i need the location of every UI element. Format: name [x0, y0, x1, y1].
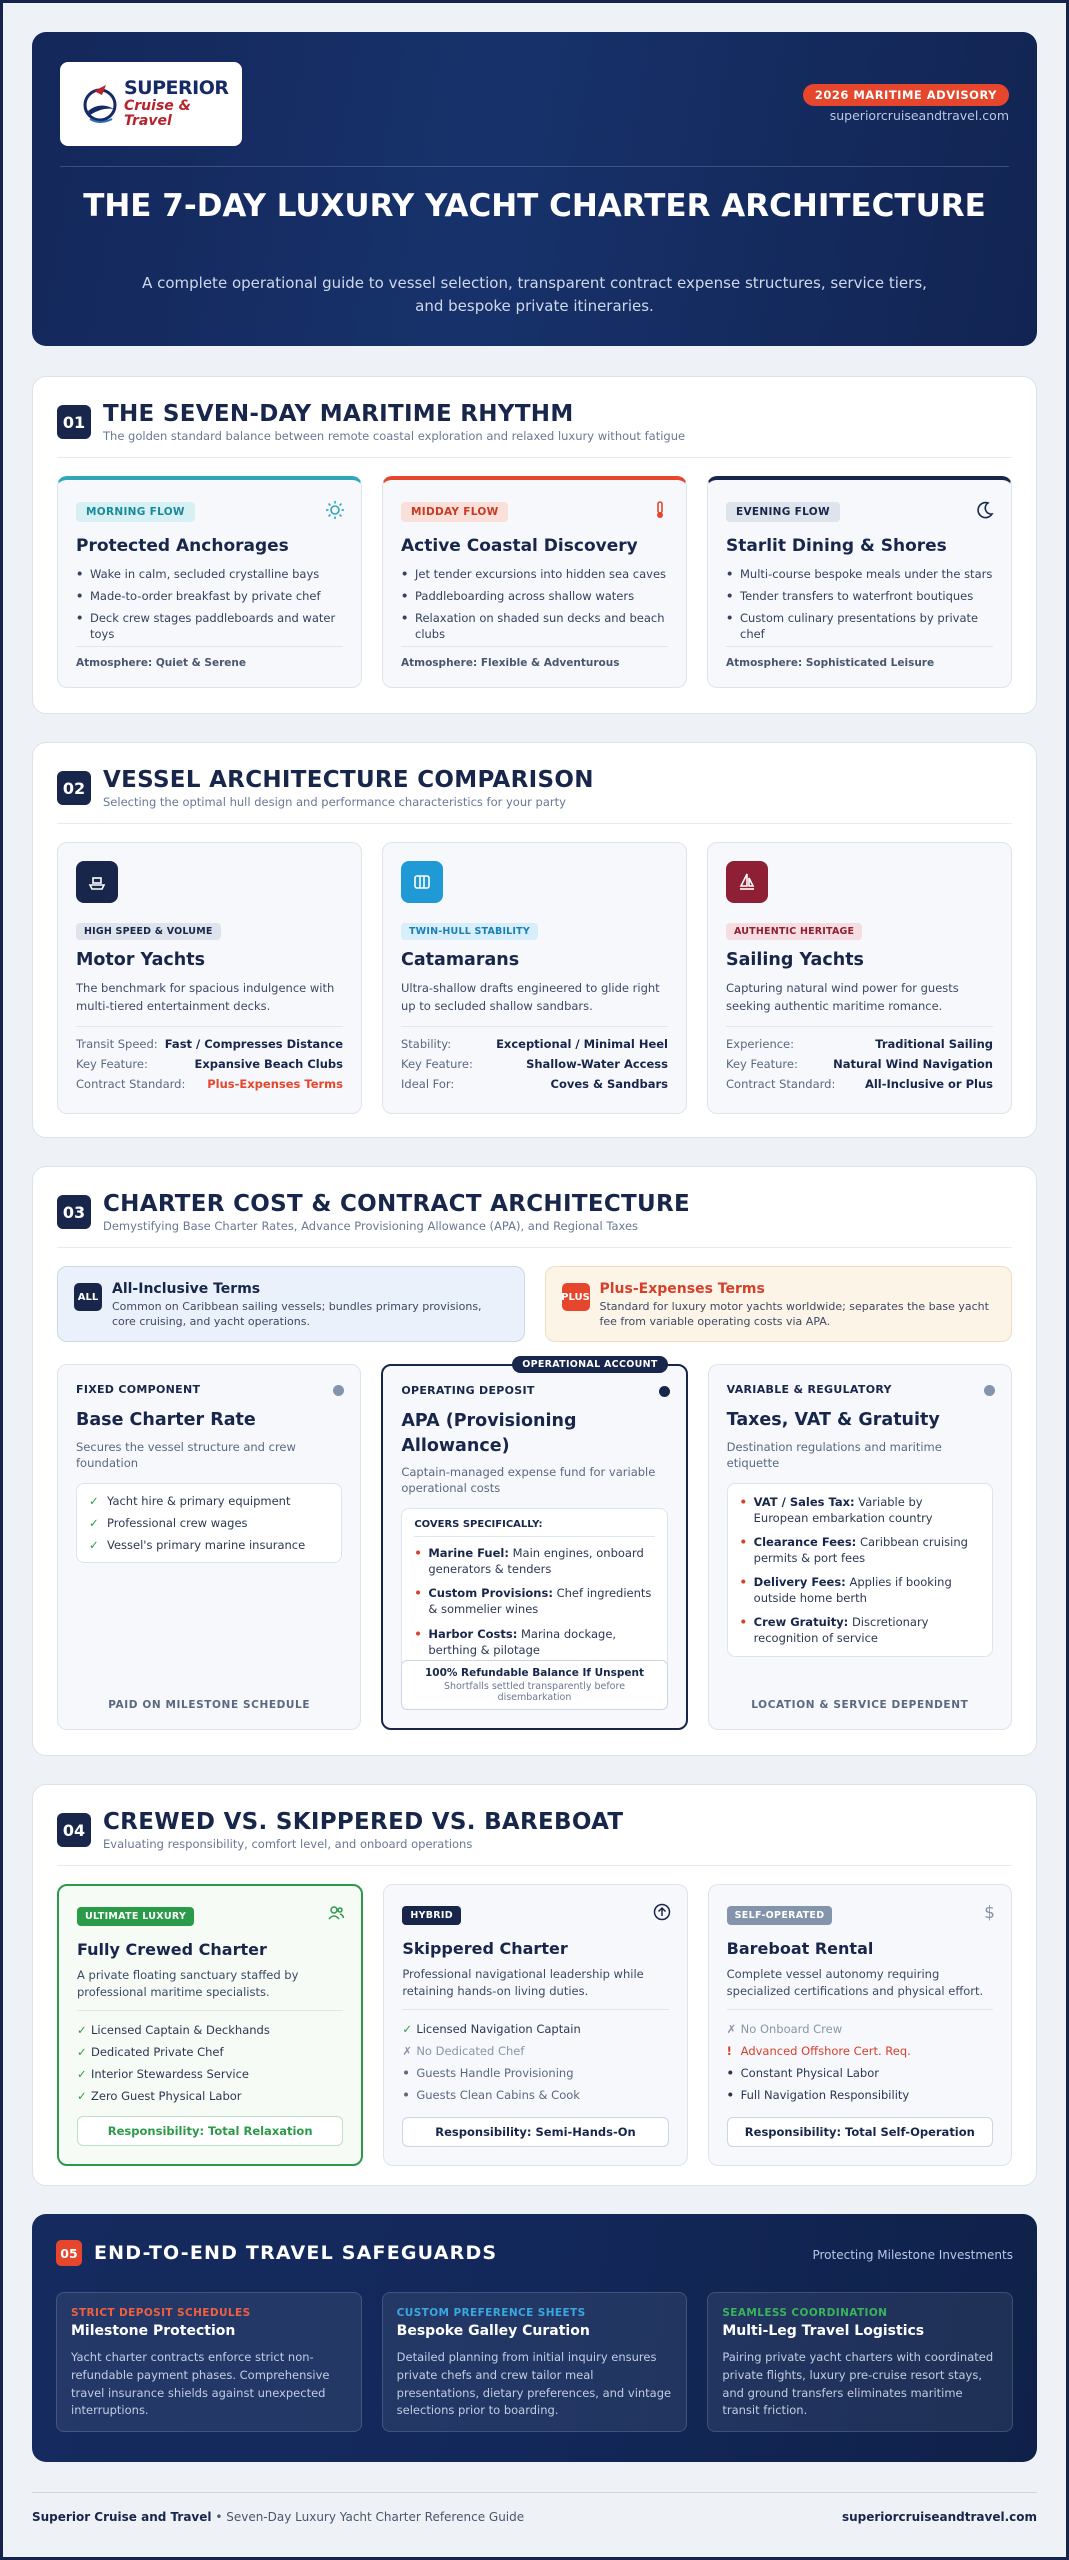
spec-value: Expansive Beach Clubs — [194, 1057, 343, 1071]
crew-item: Guests Clean Cabins & Cook — [416, 2088, 580, 2102]
catamaran-icon — [401, 861, 443, 903]
spec-key: Ideal For: — [401, 1077, 455, 1091]
tax-value: Caribbean cruising permits & port fees — [753, 1534, 968, 1565]
flow-card-midday — [382, 476, 687, 688]
safeguard-card-logistics — [707, 2292, 1013, 2432]
cover-key: Custom Provisions: — [428, 1586, 553, 1601]
flow-atmosphere: Atmosphere: Quiet & Serene — [76, 646, 343, 669]
arrow-up-circle-icon — [653, 1903, 671, 1925]
term-desc: Common on Caribbean sailing vessels; bundles primary provisions, core cruising, and yacht operations. — [112, 1300, 482, 1329]
status-dot — [333, 1385, 344, 1396]
term-badge: ALL — [74, 1283, 102, 1311]
check-icon: ✓ — [77, 2023, 87, 2037]
flow-title: Starlit Dining & Shores — [726, 536, 947, 556]
section-subtitle: The golden standard balance between remote coastal exploration and relaxed luxury without fatigue — [103, 429, 686, 443]
tax-value: Applies if booking outside home berth — [753, 1575, 952, 1606]
safeguard-label: SEAMLESS COORDINATION — [722, 2307, 888, 2319]
refund-note — [401, 1660, 667, 1710]
section-travel-safeguards — [32, 2214, 1037, 2462]
safeguard-card-galley — [382, 2292, 688, 2432]
cover-value: Main engines, onboard generators & tenders — [428, 1546, 644, 1577]
spec-value: Exceptional / Minimal Heel — [496, 1037, 668, 1051]
refund-detail: Shortfalls settled transparently before disembarkation — [443, 1681, 626, 1703]
brand-logo[interactable] — [60, 62, 242, 146]
term-plus-expenses — [545, 1266, 1013, 1342]
dollar-icon: $ — [984, 1903, 995, 1923]
cost-card-taxes — [708, 1364, 1012, 1730]
vessel-desc: The benchmark for spacious indulgence with multi-tiered entertainment decks. — [76, 981, 335, 1013]
flow-tag: MORNING FLOW — [76, 502, 195, 522]
cost-footer: LOCATION & SERVICE DEPENDENT — [751, 1699, 969, 1711]
responsibility-label: Responsibility: Semi-Hands-On — [402, 2117, 668, 2147]
section-subtitle: Selecting the optimal hull design and performance characteristics for your party — [103, 795, 566, 809]
vessel-card-motor-yacht — [57, 842, 362, 1114]
vessel-desc: Ultra-shallow drafts engineered to glide right up to secluded shallow sandbars. — [401, 981, 660, 1013]
spec-value: Fast / Compresses Distance — [164, 1037, 343, 1051]
flow-tag: MIDDAY FLOW — [401, 502, 508, 522]
covers-heading: COVERS SPECIFICALLY: — [414, 1519, 654, 1537]
cost-label: VARIABLE & REGULATORY — [726, 1383, 892, 1396]
crew-item: Advanced Offshore Cert. Req. — [740, 2044, 911, 2058]
crew-tag: SELF-OPERATED — [727, 1906, 833, 1925]
check-icon: ✓ — [402, 2022, 412, 2036]
flow-item: • Deck crew stages paddleboards and water toys — [76, 610, 343, 642]
vessel-desc: Capturing natural wind power for guests seeking authentic maritime romance. — [726, 981, 959, 1013]
crew-desc: Professional navigational leadership while retaining hands-on living duties. — [402, 1966, 668, 2010]
section-title: THE SEVEN-DAY MARITIME RHYTHM — [103, 401, 574, 427]
vessel-tag: TWIN-HULL STABILITY — [401, 923, 538, 940]
spec-key: Transit Speed: — [76, 1037, 158, 1051]
flow-item: • Paddleboarding across shallow waters — [401, 588, 668, 604]
spec-value: Shallow-Water Access — [526, 1057, 668, 1071]
logo-line1: SUPERIOR — [124, 77, 229, 100]
responsibility-label: Responsibility: Total Self-Operation — [727, 2117, 993, 2147]
spec-value: Plus-Expenses Terms — [207, 1077, 343, 1091]
status-dot — [659, 1386, 670, 1397]
flow-item: • Made-to-order breakfast by private chef — [76, 588, 343, 604]
term-title: Plus-Expenses Terms — [599, 1281, 765, 1297]
safeguard-title: Multi-Leg Travel Logistics — [722, 2323, 925, 2339]
spec-value: Coves & Sandbars — [550, 1077, 668, 1091]
vessel-tag: AUTHENTIC HERITAGE — [726, 923, 862, 940]
section-title: END-TO-END TRAVEL SAFEGUARDS — [94, 2242, 498, 2264]
crew-item: Full Navigation Responsibility — [740, 2088, 910, 2102]
cost-label: FIXED COMPONENT — [76, 1383, 201, 1396]
section-title: CHARTER COST & CONTRACT ARCHITECTURE — [103, 1191, 691, 1217]
footer-url-link[interactable]: superiorcruiseandtravel.com — [841, 2510, 1037, 2524]
logo-emblem-icon — [80, 81, 120, 127]
crew-card-skippered — [383, 1884, 687, 2166]
check-icon: ✓ — [77, 2067, 87, 2081]
moon-icon — [975, 500, 995, 520]
spec-key: Contract Standard: — [726, 1077, 836, 1091]
cost-title: APA (Provisioning Allowance) — [401, 1411, 577, 1456]
cost-title: Taxes, VAT & Gratuity — [726, 1410, 940, 1430]
cover-key: Marine Fuel: — [428, 1546, 509, 1561]
cost-desc: Destination regulations and maritime etiquette — [726, 1439, 942, 1470]
logo-line2: Cruise & Travel — [124, 98, 191, 129]
bullet-icon: • — [726, 2088, 735, 2102]
motor-yacht-icon — [76, 861, 118, 903]
section-number: 03 — [57, 1195, 91, 1229]
responsibility-label: Responsibility: Total Relaxation — [77, 2116, 343, 2146]
tax-key: VAT / Sales Tax: — [753, 1494, 855, 1509]
section-number: 04 — [57, 1813, 91, 1847]
flow-card-evening — [707, 476, 1012, 688]
bullet-icon: • — [402, 2066, 410, 2080]
crew-item: Guests Handle Provisioning — [416, 2066, 574, 2080]
crew-desc: A private floating sanctuary staffed by professional maritime specialists. — [77, 1967, 343, 2011]
safeguard-desc: Detailed planning from initial inquiry ensures private chefs and crew tailor meal presentations, dietary preferences, and vintage selections prior to boarding. — [396, 2350, 672, 2418]
vessel-tag: HIGH SPEED & VOLUME — [76, 923, 221, 940]
flow-item: • Custom culinary presentations by private chef — [726, 610, 993, 642]
included-item: ✓ Vessel's primary marine insurance — [89, 1538, 329, 1552]
cover-key: Harbor Costs: — [428, 1626, 518, 1641]
bullet-icon: • — [402, 2088, 410, 2102]
crew-item: Zero Guest Physical Labor — [91, 2089, 242, 2103]
included-item: ✓ Yacht hire & primary equipment — [89, 1494, 329, 1508]
flow-tag: EVENING FLOW — [726, 502, 840, 522]
sailboat-icon — [726, 861, 768, 903]
tax-value: Discretionary recognition of service — [753, 1615, 929, 1646]
flow-title: Active Coastal Discovery — [401, 536, 638, 556]
section-title: CREWED VS. SKIPPERED VS. BAREBOAT — [103, 1809, 624, 1835]
footer-brand: Superior Cruise and Travel — [32, 2510, 212, 2524]
tax-key: Delivery Fees: — [753, 1575, 846, 1590]
safeguard-desc: Yacht charter contracts enforce strict non-refundable payment phases. Comprehensive travel insurance shields against unexpected interruptions. — [71, 2350, 330, 2418]
flow-item: • Multi-course bespoke meals under the stars — [726, 566, 993, 582]
operational-account-badge: OPERATIONAL ACCOUNT — [512, 1356, 667, 1373]
footer-guide: Seven-Day Luxury Yacht Charter Reference Guide — [226, 2510, 525, 2524]
crew-item: Constant Physical Labor — [740, 2066, 879, 2080]
section-number: 01 — [57, 405, 91, 439]
section-subtitle: Evaluating responsibility, comfort level, and onboard operations — [103, 1837, 473, 1851]
cover-value: Chef ingredients & sommelier wines — [428, 1586, 652, 1617]
spec-key: Experience: — [726, 1037, 795, 1051]
check-icon: ✓ — [77, 2045, 87, 2059]
spec-value: Natural Wind Navigation — [833, 1057, 993, 1071]
spec-key: Key Feature: — [401, 1057, 473, 1071]
flow-item: • Jet tender excursions into hidden sea caves — [401, 566, 668, 582]
safeguard-title: Milestone Protection — [71, 2323, 236, 2339]
flow-atmosphere: Atmosphere: Flexible & Adventurous — [401, 646, 668, 669]
thermometer-icon — [650, 500, 670, 520]
cost-desc: Captain-managed expense fund for variable operational costs — [401, 1465, 656, 1496]
vessel-card-sailing-yacht — [707, 842, 1012, 1114]
tax-key: Crew Gratuity: — [753, 1615, 849, 1630]
vessel-title: Catamarans — [401, 950, 520, 970]
footer-separator: • — [211, 2510, 227, 2524]
cost-card-apa — [381, 1359, 687, 1730]
refund-title: 100% Refundable Balance If Unspent — [424, 1667, 645, 1679]
crew-card-bareboat — [708, 1884, 1012, 2166]
footer-divider — [32, 2492, 1037, 2493]
cost-footer: PAID ON MILESTONE SCHEDULE — [108, 1699, 311, 1711]
tax-key: Clearance Fees: — [753, 1534, 857, 1549]
vessel-title: Motor Yachts — [76, 950, 206, 970]
flow-item: • Wake in calm, secluded crystalline bays — [76, 566, 343, 582]
cross-icon: ✗ — [402, 2044, 412, 2058]
safeguard-title: Bespoke Galley Curation — [396, 2323, 590, 2339]
section-subtitle: Demystifying Base Charter Rates, Advance Provisioning Allowance (APA), and Regional Taxes — [103, 1219, 639, 1233]
cost-label: OPERATING DEPOSIT — [401, 1384, 535, 1397]
flow-item: • Relaxation on shaded sun decks and beach clubs — [401, 610, 668, 642]
tax-value: Variable by European embarkation country — [753, 1494, 933, 1525]
vessel-title: Sailing Yachts — [726, 950, 864, 970]
cost-desc: Secures the vessel structure and crew foundation — [76, 1439, 296, 1470]
term-all-inclusive — [57, 1266, 525, 1342]
flow-atmosphere: Atmosphere: Sophisticated Leisure — [726, 646, 993, 669]
warning-icon: ! — [726, 2044, 732, 2058]
hero-banner — [32, 32, 1037, 346]
spec-key: Stability: — [401, 1037, 452, 1051]
crew-item: No Dedicated Chef — [416, 2044, 525, 2058]
spec-key: Contract Standard: — [76, 1077, 186, 1091]
crew-tag: ULTIMATE LUXURY — [77, 1907, 194, 1926]
spec-key: Key Feature: — [726, 1057, 798, 1071]
section-tagline: Protecting Milestone Investments — [812, 2248, 1013, 2262]
section-number: 05 — [56, 2240, 82, 2266]
section-number: 02 — [57, 771, 91, 805]
page-footer — [32, 2510, 1037, 2524]
vessel-card-catamaran — [382, 842, 687, 1114]
flow-item: • Tender transfers to waterfront boutiques — [726, 588, 993, 604]
sun-icon — [325, 500, 345, 520]
spec-value: Traditional Sailing — [875, 1037, 993, 1051]
crew-item: Interior Stewardess Service — [91, 2067, 249, 2081]
section-title: VESSEL ARCHITECTURE COMPARISON — [103, 767, 594, 793]
crew-card-fully-crewed — [57, 1884, 363, 2166]
bullet-icon: • — [726, 2066, 735, 2080]
crew-desc: Complete vessel autonomy requiring specialized certifications and physical effort. — [727, 1966, 993, 2010]
safeguard-label: CUSTOM PREFERENCE SHEETS — [396, 2307, 586, 2319]
page-subtitle: A complete operational guide to vessel selection, transparent contract expense structures, service tiers, and bespoke private itineraries. — [142, 274, 927, 316]
safeguard-desc: Pairing private yacht charters with coordinated private flights, luxury pre-cruise resort stays, and ground transfers eliminates maritime transit friction. — [722, 2350, 994, 2418]
spec-value: All-Inclusive or Plus — [864, 1077, 993, 1091]
cover-value: Marina dockage, berthing & pilotage — [428, 1626, 617, 1657]
crew-title: Skippered Charter — [402, 1939, 568, 1958]
crew-title: Fully Crewed Charter — [77, 1940, 267, 1959]
cross-icon: ✗ — [726, 2022, 737, 2036]
section-maritime-rhythm — [32, 376, 1037, 714]
safeguard-card-milestone — [56, 2292, 362, 2432]
crew-tag: HYBRID — [402, 1906, 461, 1925]
crew-item: Dedicated Private Chef — [91, 2045, 224, 2059]
term-badge: PLUS — [562, 1283, 590, 1311]
section-vessel-comparison — [32, 742, 1037, 1138]
spec-key: Key Feature: — [76, 1057, 148, 1071]
cost-title: Base Charter Rate — [76, 1410, 256, 1430]
cost-card-base-rate — [57, 1364, 361, 1730]
crew-item: Licensed Captain & Deckhands — [91, 2023, 270, 2037]
safeguard-label: STRICT DEPOSIT SCHEDULES — [71, 2307, 251, 2319]
section-crew-options — [32, 1784, 1037, 2186]
hero-url-link[interactable]: superiorcruiseandtravel.com — [829, 108, 1009, 123]
check-icon: ✓ — [77, 2089, 87, 2103]
users-icon — [327, 1904, 345, 1926]
term-desc: Standard for luxury motor yachts worldwide; separates the base yacht fee from variable operating costs via APA. — [599, 1300, 989, 1329]
included-item: ✓ Professional crew wages — [89, 1516, 329, 1530]
crew-item: No Onboard Crew — [740, 2022, 843, 2036]
term-title: All-Inclusive Terms — [112, 1281, 261, 1297]
status-dot — [984, 1385, 995, 1396]
crew-title: Bareboat Rental — [726, 1939, 874, 1958]
page-title: THE 7-DAY LUXURY YACHT CHARTER ARCHITECTURE — [83, 188, 986, 224]
flow-title: Protected Anchorages — [76, 536, 289, 556]
flow-card-morning — [57, 476, 362, 688]
section-cost-architecture — [32, 1166, 1037, 1756]
crew-item: Licensed Navigation Captain — [416, 2022, 581, 2036]
hero-divider — [60, 166, 1009, 167]
advisory-badge: 2026 MARITIME ADVISORY — [803, 84, 1009, 106]
